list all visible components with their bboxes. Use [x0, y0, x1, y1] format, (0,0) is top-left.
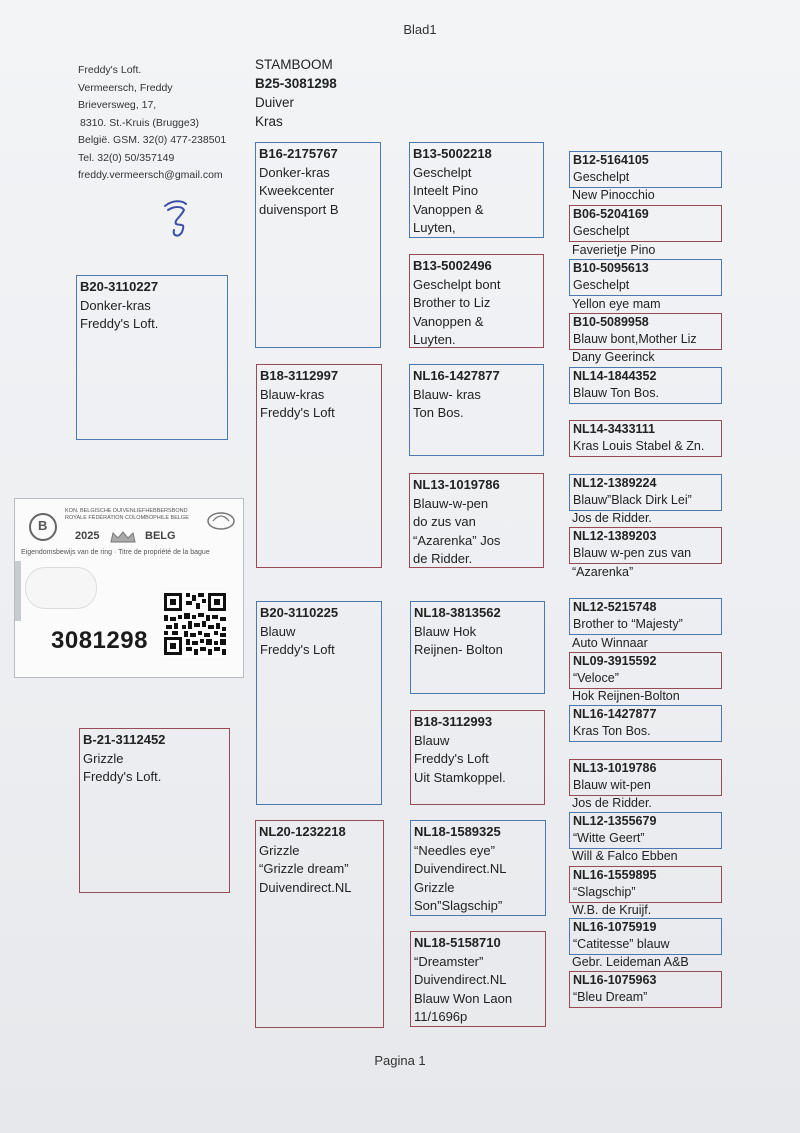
pigeon-detail: Donker-kras [80, 297, 151, 313]
gen4-breeder: Jos de Ridder. [572, 796, 652, 810]
pigeon-detail: Geschelpt [573, 170, 630, 184]
ring-year: 2025 [75, 530, 100, 542]
pigeon-detail: do zus van [413, 514, 476, 529]
page-footer: Pagina 1 [374, 1053, 426, 1068]
gen4-breeder: Jos de Ridder. [572, 511, 652, 525]
ring-number: NL16-1427877 [413, 368, 500, 383]
pigeon-detail: “Slagschip” [573, 885, 636, 899]
ring-number-large: 3081298 [51, 627, 148, 654]
gen4-breeder: Dany Geerinck [572, 350, 655, 364]
ring-tag [25, 567, 97, 609]
grandparent-box [255, 820, 384, 1028]
ring-number: NL12-5215748 [573, 600, 657, 614]
gen4-box [569, 420, 722, 457]
pigeon-detail: Grizzle [83, 750, 124, 766]
dam-box [79, 728, 230, 893]
pedigree-color: Kras [255, 114, 283, 129]
gen4-box [569, 759, 722, 796]
ring-number: B12-5164105 [573, 153, 649, 167]
pigeon-detail: Brother to Liz [413, 295, 491, 310]
gen4-box [569, 652, 722, 689]
pigeon-detail: Duivendirect.NL [259, 879, 352, 895]
pigeon-detail: Blauw Ton Bos. [573, 386, 659, 400]
crown-icon [108, 529, 138, 545]
pigeon-emblem-icon [205, 509, 237, 531]
pigeon-detail: “Dreamster” [414, 953, 484, 969]
logo-letter: B [38, 518, 48, 533]
pigeon-detail: Ton Bos. [413, 405, 464, 420]
pigeon-detail: Blauw”Black Dirk Lei” [573, 493, 692, 507]
ring-ownership-card [14, 498, 244, 678]
owner-line: Tel. 32(0) 50/357149 [78, 151, 175, 164]
pigeon-detail: Brother to “Majesty” [573, 617, 683, 631]
owner-line: Freddy's Loft. [78, 64, 142, 76]
great-grandparent-box [410, 931, 546, 1027]
great-grandparent-box [410, 601, 545, 694]
gen4-breeder: Auto Winnaar [572, 636, 648, 650]
ring-number: B16-2175767 [259, 146, 338, 161]
sire-box [76, 275, 228, 440]
pigeon-detail: “Grizzle dream” [259, 861, 349, 876]
gen4-breeder: W.B. de Kruijf. [572, 903, 652, 917]
ring-number: B20-3110225 [260, 605, 339, 620]
great-grandparent-box [410, 710, 545, 805]
great-grandparent-box [409, 142, 544, 238]
ring-number: NL13-1019786 [413, 477, 500, 492]
pigeon-detail: Geschelpt [413, 164, 472, 180]
ring-number: NL09-3915592 [573, 654, 657, 668]
pigeon-detail: Blauw wit-pen [573, 778, 651, 792]
pigeon-detail: Blauw [260, 623, 296, 639]
sheet-label: Blad1 [403, 22, 437, 37]
owner-email: freddy.vermeersch@gmail.com [78, 169, 223, 181]
pigeon-detail: Blauw [414, 732, 450, 748]
org-name [65, 508, 189, 522]
ring-number: B20-3110227 [80, 279, 159, 294]
ring-number: NL20-1232218 [259, 824, 346, 839]
pigeon-detail: Freddy's Loft [414, 751, 489, 766]
ring-number: NL12-1355679 [573, 814, 657, 828]
gen4-breeder: “Azarenka” [572, 565, 634, 579]
ring-number: NL18-5158710 [414, 935, 501, 950]
ring-number: NL12-1389224 [573, 476, 657, 490]
pigeon-detail: duivensport B [259, 201, 339, 217]
owner-line: 8310. St.-Kruis (Brugge3) [80, 116, 200, 129]
gen4-breeder: Hok Reijnen-Bolton [572, 689, 680, 703]
pigeon-detail: Vanoppen & [413, 313, 484, 329]
great-grandparent-box [410, 820, 546, 916]
pigeon-detail: Freddy's Loft. [83, 769, 162, 784]
pigeon-detail: de Ridder. [413, 551, 473, 566]
pedigree-sex: Duiver [255, 95, 295, 110]
gen4-box [569, 259, 722, 296]
qr-code-icon [162, 591, 228, 657]
pigeon-detail: Freddy's Loft. [80, 316, 159, 331]
ring-number: B06-5204169 [573, 207, 649, 221]
ring-number: B13-5002496 [413, 258, 492, 273]
ring-number: NL18-1589325 [414, 824, 501, 839]
owner-line: België. GSM. 32(0) 477-238501 [78, 134, 227, 146]
pigeon-detail: Blauw Won Laon [414, 990, 513, 1006]
gen4-breeder: Yellon eye mam [572, 297, 661, 311]
ring-number: B18-3112993 [414, 714, 493, 729]
ring-number: NL16-1075919 [573, 920, 657, 934]
gen4-breeder: Faverietje Pino [572, 243, 656, 257]
pigeon-detail: Grizzle [259, 842, 300, 858]
pigeon-detail: Geschelpt bont [413, 276, 501, 292]
gen4-box [569, 474, 722, 511]
pedigree-ring: B25-3081298 [255, 76, 337, 91]
org-line: KON. BELGISCHE DUIVENLIEFHEBBERSBOND [65, 508, 188, 514]
great-grandparent-box [409, 473, 544, 568]
pedigree-header [255, 55, 337, 131]
pigeon-detail: Blauw-w-pen [413, 495, 489, 511]
grandparent-box [256, 364, 382, 568]
gen4-box [569, 205, 722, 242]
gen4-breeder: New Pinocchio [572, 188, 655, 202]
pigeon-detail: Duivendirect.NL [414, 861, 507, 876]
gen4-box [569, 151, 722, 188]
ring-number: NL13-1019786 [573, 761, 657, 775]
great-grandparent-box [409, 254, 544, 348]
ring-number: NL16-1559895 [573, 868, 657, 882]
org-line: ROYALE FÉDÉRATION COLOMBOPHILE BELGE [65, 515, 189, 521]
owner-line: Vermeersch, Freddy [78, 81, 173, 94]
gen4-box [569, 812, 722, 849]
pigeon-detail: “Bleu Dream” [573, 990, 648, 1004]
pigeon-detail: Uit Stamkoppel. [414, 769, 506, 785]
gen4-box [569, 367, 722, 404]
pedigree-title: STAMBOOM [255, 57, 333, 72]
pigeon-detail: Luyten. [413, 332, 456, 347]
ring-number: B13-5002218 [413, 146, 492, 161]
gen4-box [569, 598, 722, 635]
ring-number: NL14-1844352 [573, 369, 657, 383]
gen4-box [569, 527, 722, 564]
pigeon-detail: Geschelpt [573, 278, 630, 292]
gen4-box [569, 866, 722, 903]
pigeon-detail: Blauw Hok [414, 623, 477, 639]
gen4-box [569, 705, 722, 742]
pigeon-detail: Blauw-kras [260, 386, 325, 402]
owner-line: Brieversweg, 17, [78, 99, 157, 111]
pigeon-detail: Vanoppen & [413, 201, 484, 217]
ring-number: NL18-3813562 [414, 605, 501, 620]
signature-icon [160, 196, 194, 242]
card-subtitle: Eigendomsbewijs van de ring · Titre de propriété de la bague [21, 549, 210, 556]
pigeon-detail: Grizzle [414, 879, 455, 895]
pigeon-detail: “Witte Geert” [573, 831, 645, 845]
ring-number: B10-5095613 [573, 261, 649, 275]
gen4-box [569, 971, 722, 1008]
pigeon-detail: “Catitesse” blauw [573, 937, 670, 951]
pigeon-detail: Blauw- kras [413, 386, 481, 402]
pigeon-detail: Freddy's Loft [260, 642, 335, 657]
ring-number: NL16-1075963 [573, 973, 657, 987]
pigeon-detail: Blauw w-pen zus van [573, 546, 692, 560]
pigeon-detail: Geschelpt [573, 224, 630, 238]
card-edge [15, 561, 21, 621]
ring-number: NL14-3433111 [573, 422, 656, 436]
pigeon-detail: Reijnen- Bolton [414, 642, 503, 657]
grandparent-box [256, 601, 382, 805]
pigeon-detail: Freddy's Loft [260, 405, 335, 420]
ring-country: BELG [145, 530, 176, 542]
pigeon-detail: “Veloce” [573, 671, 619, 685]
pigeon-detail: Kras Ton Bos. [573, 724, 651, 738]
ring-number: B10-5089958 [573, 315, 649, 329]
owner-block [78, 62, 226, 185]
gen4-box [569, 313, 722, 350]
great-grandparent-box [409, 364, 544, 456]
ring-number: NL12-1389203 [573, 529, 657, 543]
pigeon-detail: Kras Louis Stabel & Zn. [573, 439, 705, 453]
gen4-breeder: Gebr. Leideman A&B [572, 955, 689, 969]
ring-number: NL16-1427877 [573, 707, 657, 721]
pigeon-detail: “Azarenka” Jos [413, 532, 501, 548]
pigeon-detail: Son”Slagschip” [414, 898, 503, 913]
pigeon-detail: 11/1696p [414, 1009, 468, 1024]
pigeon-detail: “Needles eye” [414, 842, 495, 858]
grandparent-box [255, 142, 381, 348]
pigeon-detail: Blauw bont,Mother Liz [573, 332, 697, 346]
pigeon-detail: Kweekcenter [259, 183, 335, 198]
ring-number: B18-3112997 [260, 368, 339, 383]
pigeon-detail: Donker-kras [259, 164, 330, 180]
pigeon-detail: Duivendirect.NL [414, 972, 507, 987]
gen4-box [569, 918, 722, 955]
ring-number: B-21-3112452 [83, 732, 166, 747]
gen4-breeder: Will & Falco Ebben [572, 849, 678, 863]
kbdb-logo-icon [29, 513, 57, 541]
pigeon-detail: Luyten, [413, 220, 456, 235]
pigeon-detail: Inteelt Pino [413, 183, 479, 198]
